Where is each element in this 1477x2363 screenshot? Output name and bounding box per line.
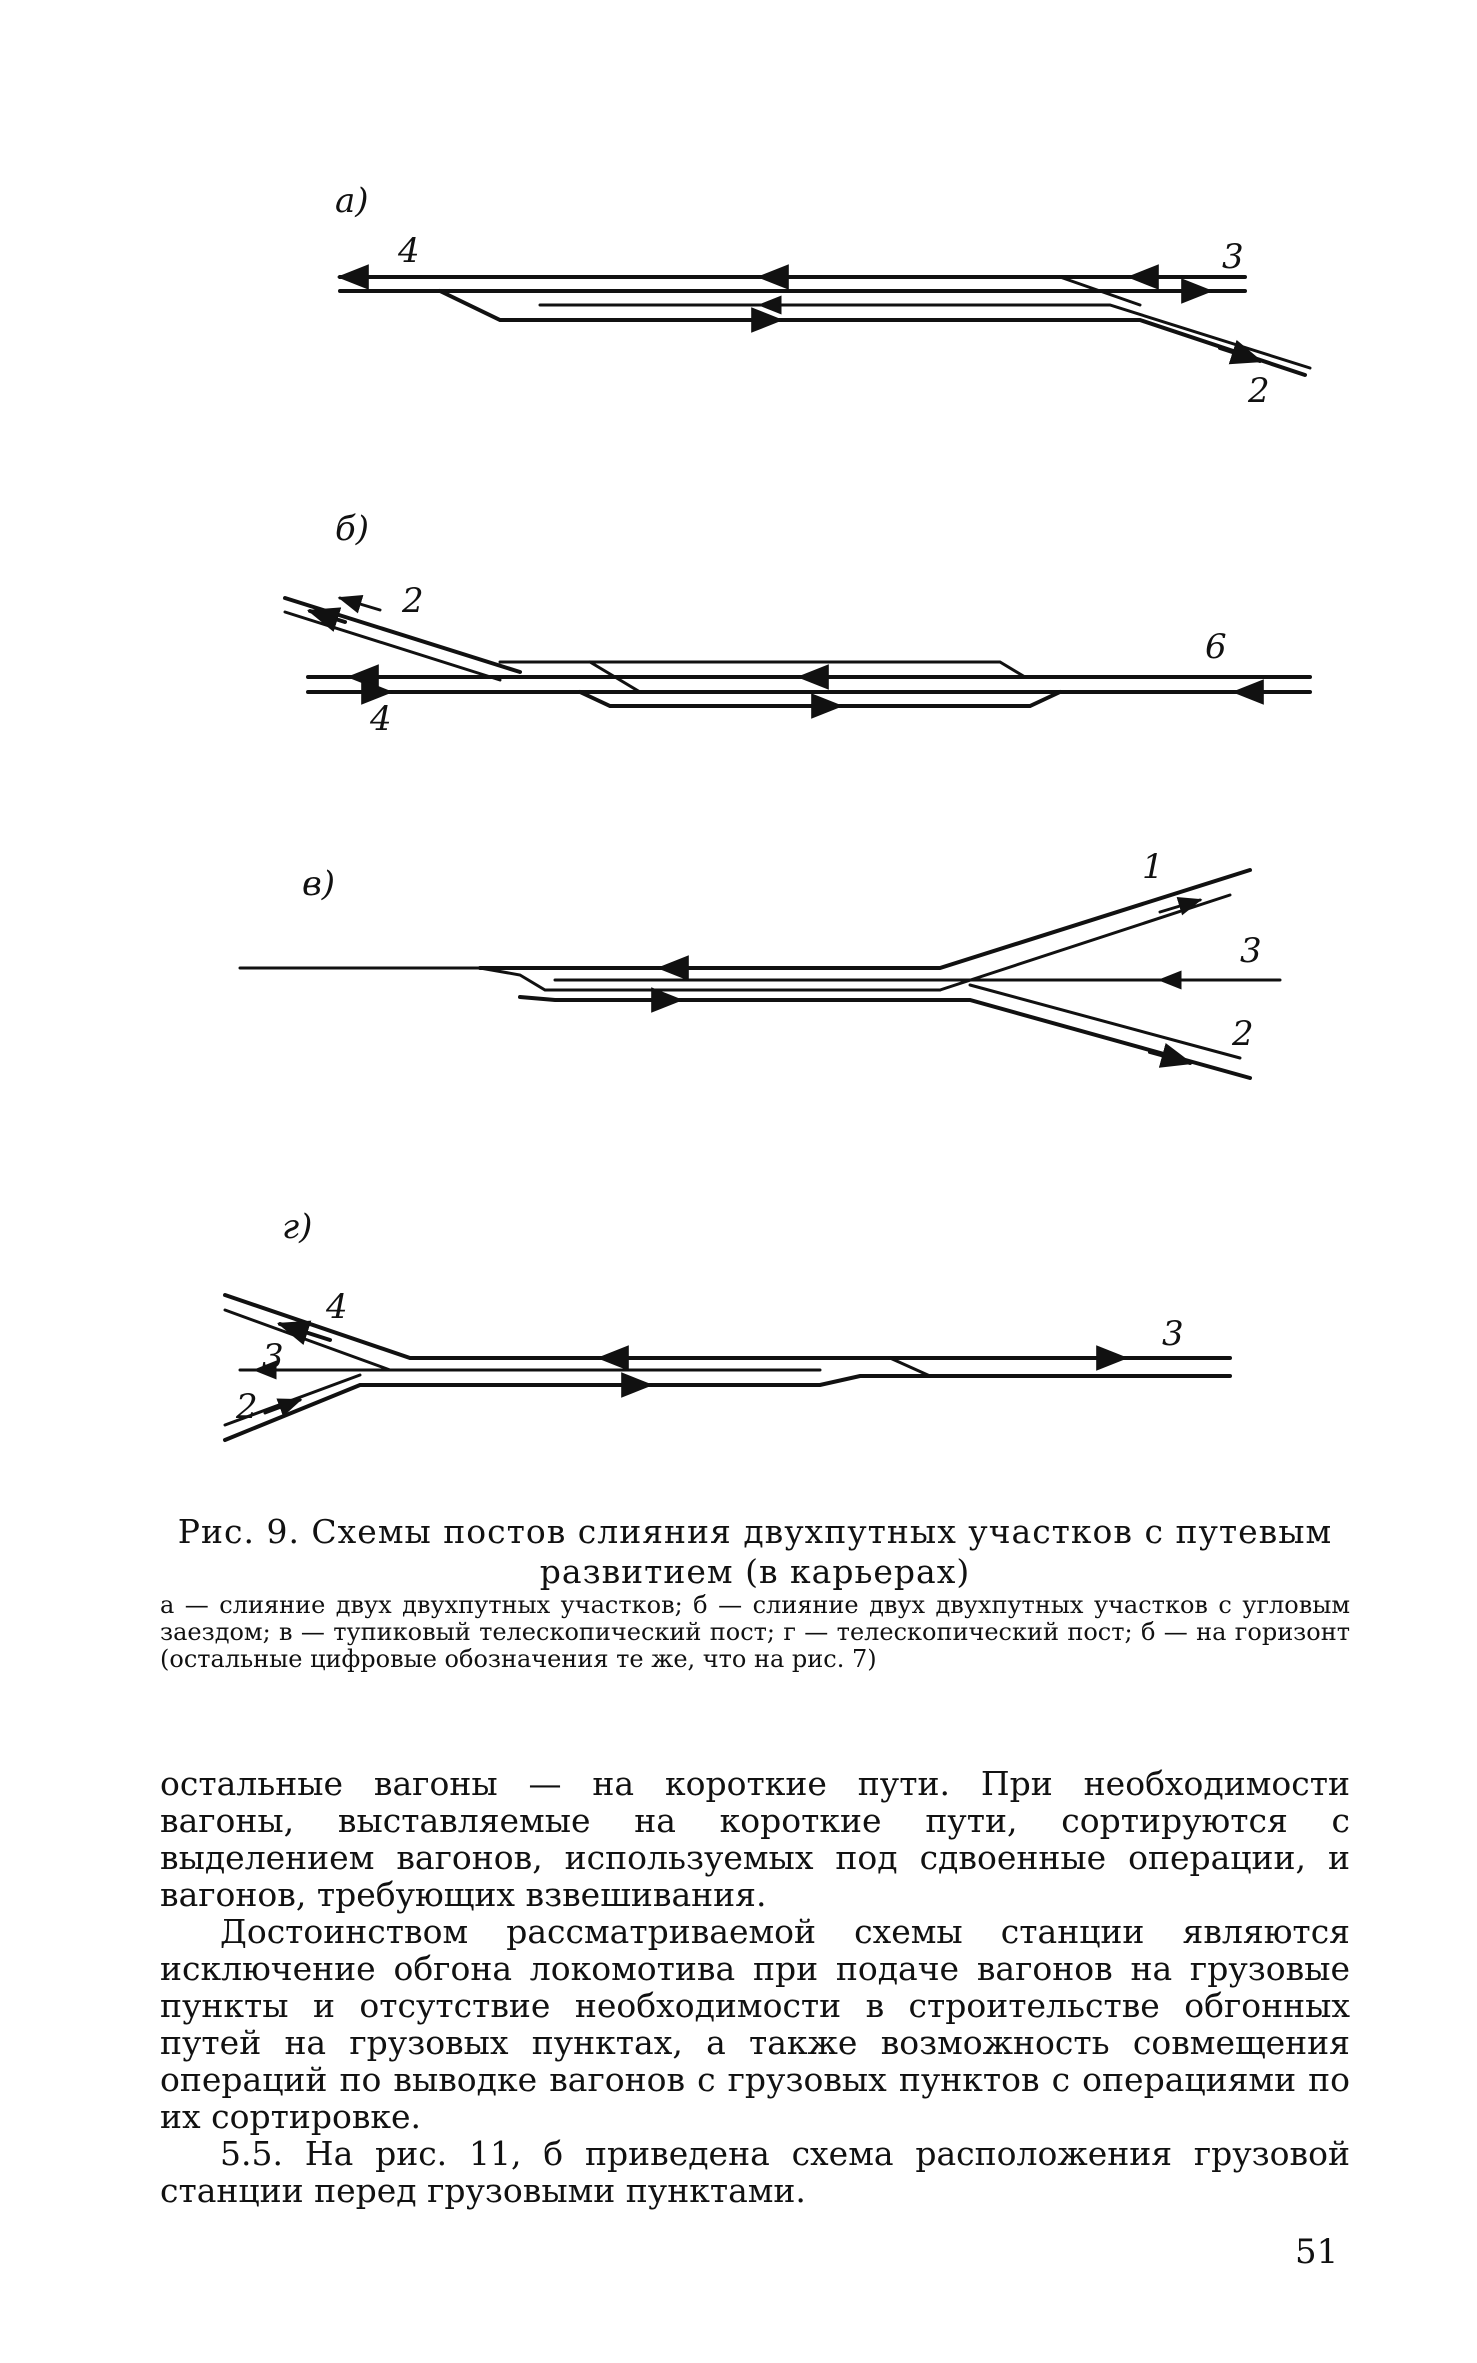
panel-g-track-4: 4 — [326, 1287, 348, 1327]
panel-a — [335, 181, 1310, 411]
paragraph: Достоинством рассматриваемой схемы станции являются исключение обгона локомотива при подаче вагонов на грузовые пункты и отсутствие необходимости в строительстве обгонных путей на грузовых пунктах, а также возможность совмещения операций по выводке вагонов с грузовых пунктов с операциями по их сортировке. — [160, 1912, 1350, 2136]
figure-caption-title: Рис. 9. Схемы постов слияния двухпутных участков с путевым развитием (в карьерах) — [177, 1512, 1333, 1591]
panel-a-track-3: 3 — [1222, 237, 1244, 277]
panel-b-track-2: 2 — [402, 581, 424, 621]
paragraph: 5.5. На рис. 11, б приведена схема расположения грузовой станции перед грузовыми пунктами. — [160, 2134, 1350, 2210]
figure-caption-legend: а — слияние двух двухпутных участков; б — слияние двух двухпутных участков с угловым заездом; в — тупиковый телескопический пост; г — телескопический пост; б — на горизонт (остальные цифровые обозначения те же, что на рис. 7) — [160, 1591, 1350, 1673]
panel-g-track-2: 2 — [236, 1387, 258, 1427]
panel-v — [240, 847, 1280, 1078]
panel-b — [285, 509, 1310, 739]
panel-a-label: а) — [335, 181, 369, 221]
panel-v-label: в) — [302, 864, 336, 904]
panel-v-track-3: 3 — [1240, 931, 1262, 971]
panel-g-label: г) — [282, 1207, 313, 1247]
panel-g-track-3-right: 3 — [1162, 1314, 1184, 1354]
panel-a-track-4: 4 — [398, 231, 420, 271]
panel-v-track-1: 1 — [1142, 847, 1164, 887]
paragraph: остальные вагоны — на короткие пути. При необходимости вагоны, выставляемые на короткие пути, сортируются с выделением вагонов, используемых под сдвоенные операции, и вагонов, требующих взвешивания. — [160, 1764, 1350, 1914]
panel-b-label: б) — [335, 509, 370, 549]
page-number: 51 — [1295, 2232, 1339, 2272]
body-text — [160, 1765, 1350, 2209]
panel-g — [225, 1207, 1230, 1440]
panel-b-track-4: 4 — [370, 699, 392, 739]
panel-b-track-6: 6 — [1205, 627, 1227, 667]
panel-g-track-3-left: 3 — [262, 1337, 284, 1377]
panel-a-track-2: 2 — [1248, 371, 1270, 411]
panel-v-track-2: 2 — [1232, 1014, 1254, 1054]
